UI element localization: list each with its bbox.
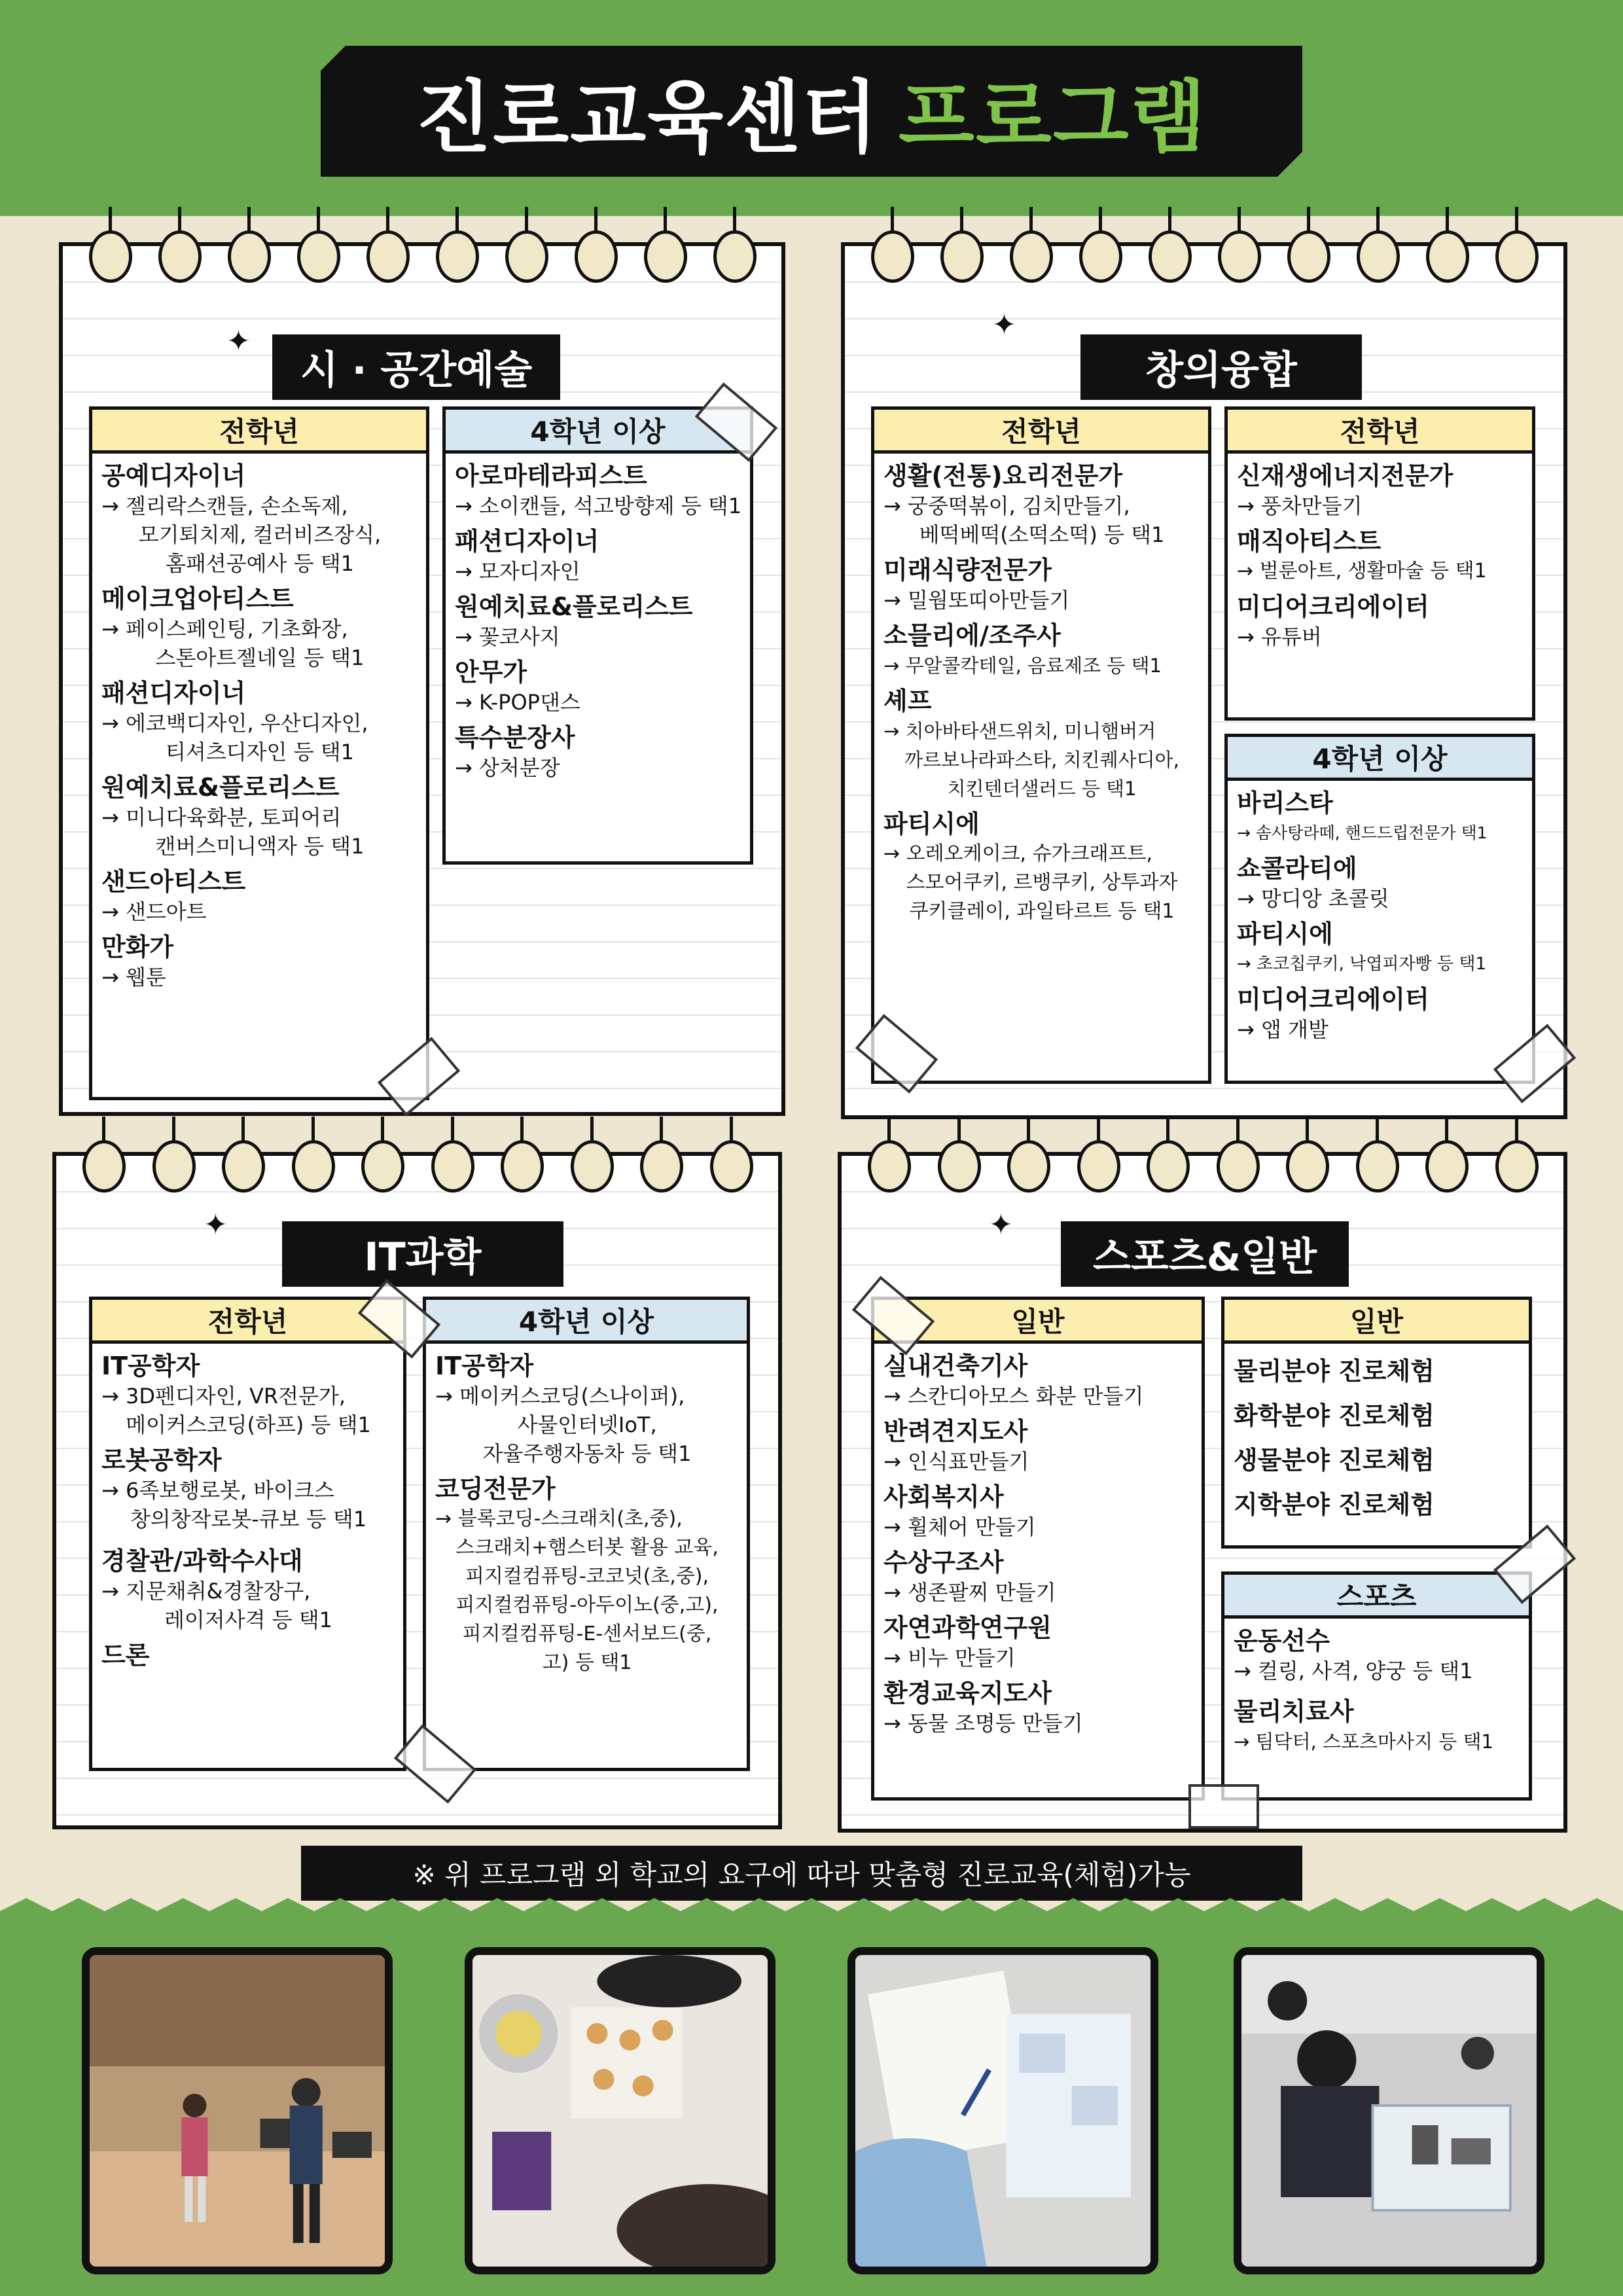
- binder-ring-icon: [644, 207, 686, 279]
- binder-ring-icon: [1425, 1117, 1467, 1189]
- column-art-4th: [442, 406, 753, 865]
- program-desc: → 소이캔들, 석고방향제 등 택1: [455, 493, 742, 518]
- column-sports-general: [871, 1297, 1205, 1801]
- binder-ring-icon: [1287, 207, 1329, 279]
- sparkle-icon: ✦: [992, 308, 1016, 342]
- program-desc: 피지컬컴퓨팅-코코넛(초,중),: [465, 1565, 709, 1588]
- program-title: 미디어크리에이터: [1237, 985, 1429, 1014]
- note-rings: [868, 1117, 1537, 1202]
- program-desc: 피지컬컴퓨팅-E-센서보드(중,: [462, 1623, 712, 1645]
- program-desc: → 샌드아트: [101, 899, 207, 924]
- program-desc: → 인식표만들기: [883, 1449, 1029, 1474]
- category-title-sports: 스포츠&일반: [1061, 1221, 1349, 1287]
- column-head: 4학년 이상: [426, 1300, 747, 1344]
- program-desc: 스톤아트젤네일 등 택1: [155, 645, 365, 670]
- column-head: 일반: [1224, 1300, 1529, 1344]
- program-desc: 까르보나라파스타, 치킨퀘사디아,: [904, 749, 1179, 771]
- column-it-4th: [423, 1297, 750, 1771]
- robot-building-photo: [1234, 1947, 1544, 2274]
- binder-ring-icon: [82, 1117, 124, 1189]
- program-desc: → 무알콜칵테일, 음료제조 등 택1: [883, 655, 1162, 677]
- program-title: 공예디자이너: [101, 461, 246, 490]
- program-desc: → 팀닥터, 스포츠마사지 등 택1: [1234, 1731, 1493, 1753]
- program-desc: → 젤리락스캔들, 손소독제,: [101, 493, 348, 518]
- binder-ring-icon: [871, 207, 913, 279]
- binder-ring-icon: [575, 207, 616, 279]
- binder-ring-icon: [1495, 207, 1537, 279]
- program-desc: 스모어쿠키, 르뱅쿠키, 상투과자: [906, 871, 1178, 894]
- program-desc: 스크래치+햄스터봇 활용 교육,: [455, 1536, 719, 1559]
- program-desc: 창의창작로봇-큐보 등 택1: [130, 1507, 367, 1532]
- program-desc: 모기퇴치제, 컬러비즈장식,: [138, 522, 382, 547]
- binder-ring-icon: [222, 1117, 264, 1189]
- program-desc: → 꽃코사지: [455, 624, 560, 649]
- binder-ring-icon: [1217, 1117, 1258, 1189]
- binder-ring-icon: [366, 207, 408, 279]
- binder-ring-icon: [158, 207, 200, 279]
- column-sports-sports: [1221, 1571, 1532, 1801]
- program-desc: 피지컬컴퓨팅-아두이노(중,고),: [455, 1594, 719, 1617]
- tape-decoration: [1188, 1784, 1259, 1829]
- program-title: 생물분야 진로체험: [1234, 1446, 1435, 1475]
- program-title: 원예치료&플로리스트: [455, 592, 693, 621]
- binder-ring-icon: [361, 1117, 403, 1189]
- program-title: 샌드아티스트: [101, 867, 246, 896]
- binder-ring-icon: [640, 1117, 682, 1189]
- program-desc: → 솜사탕라떼, 핸드드립전문가 택1: [1237, 823, 1488, 842]
- binder-ring-icon: [1426, 207, 1468, 279]
- program-title: 패션디자이너: [455, 527, 599, 556]
- program-desc: → 6족보행로봇, 바이크스: [101, 1478, 334, 1503]
- program-title: 셰프: [883, 687, 932, 715]
- binder-ring-icon: [297, 207, 339, 279]
- program-desc: → 미니다육화분, 토피어리: [101, 805, 342, 830]
- program-title: 소믈리에/조주사: [883, 621, 1061, 650]
- program-title: IT공학자: [101, 1352, 200, 1380]
- binder-ring-icon: [571, 1117, 613, 1189]
- binder-ring-icon: [1495, 1117, 1537, 1189]
- program-desc: 홈패션공예사 등 택1: [166, 551, 354, 576]
- program-desc: 캔버스미니액자 등 택1: [155, 834, 365, 859]
- program-title: 미디어크리에이터: [1237, 592, 1429, 621]
- program-desc: → 벌룬아트, 생활마술 등 택1: [1237, 560, 1487, 583]
- program-title: 운동선수: [1234, 1626, 1330, 1655]
- program-desc: → 풍차만들기: [1237, 493, 1363, 518]
- program-desc: → 앱 개발: [1237, 1017, 1329, 1042]
- program-title: 드론: [101, 1641, 150, 1670]
- program-desc: → 에코백디자인, 우산디자인,: [101, 711, 368, 736]
- column-head: 4학년 이상: [446, 410, 750, 454]
- program-desc: → 생존팔찌 만들기: [883, 1580, 1056, 1605]
- drawing-worksheet-photo: [847, 1947, 1158, 2274]
- binder-ring-icon: [89, 207, 131, 279]
- note-sports: [838, 1152, 1567, 1833]
- program-title: 경찰관/과학수사대: [101, 1547, 303, 1575]
- program-desc: 사물인터넷IoT,: [517, 1412, 657, 1437]
- binder-ring-icon: [431, 1117, 473, 1189]
- program-desc: → 오레오케이크, 슈가크래프트,: [883, 842, 1153, 865]
- column-it-all: [89, 1297, 406, 1771]
- note-it: [52, 1152, 782, 1829]
- program-desc: 쿠키클레이, 과일타르트 등 택1: [909, 900, 1175, 923]
- program-desc: → 밀웜또띠아만들기: [883, 588, 1070, 613]
- category-title-creative: 창의융합: [1080, 334, 1362, 400]
- column-head: 스포츠: [1224, 1575, 1529, 1619]
- binder-ring-icon: [228, 207, 270, 279]
- program-title: 생활(전통)요리전문가: [883, 461, 1123, 490]
- binder-ring-icon: [436, 207, 478, 279]
- column-head: 전학년: [92, 410, 426, 454]
- column-creative-4th: [1224, 734, 1535, 1084]
- program-desc: → 메이커스코딩(스나이퍼),: [435, 1384, 685, 1408]
- program-desc: 베떡베떡(소떡소떡) 등 택1: [919, 522, 1165, 547]
- program-title: 파티시에: [883, 810, 980, 838]
- program-desc: → 상처분장: [455, 755, 560, 780]
- program-title: 실내건축기사: [883, 1352, 1028, 1380]
- program-title: 파티시에: [1237, 920, 1333, 948]
- page-title-box: [321, 46, 1302, 177]
- program-desc: → 웹툰: [101, 965, 166, 990]
- program-title: 코딩전문가: [435, 1475, 556, 1503]
- program-desc: 고) 등 택1: [542, 1651, 632, 1674]
- program-desc: → 지문채취&경찰장구,: [101, 1579, 311, 1604]
- binder-ring-icon: [1079, 207, 1121, 279]
- program-desc: 치킨텐더샐러드 등 택1: [947, 778, 1137, 800]
- program-title: 화학분야 진로체험: [1234, 1401, 1435, 1430]
- program-title: 패션디자이너: [101, 679, 246, 708]
- cookie-baking-photo: [465, 1947, 776, 2274]
- column-sports-general-2: [1221, 1297, 1532, 1549]
- program-title: 수상구조사: [883, 1548, 1004, 1577]
- note-art: [59, 242, 785, 1116]
- program-desc: → 유튜버: [1237, 624, 1322, 649]
- program-title: 반려견지도사: [883, 1417, 1028, 1446]
- page-title-main: 진로교육센터: [416, 73, 879, 164]
- binder-ring-icon: [1149, 207, 1190, 279]
- program-title: 쇼콜라티에: [1237, 854, 1357, 883]
- program-title: 물리분야 진로체험: [1234, 1357, 1435, 1386]
- program-desc: 레이저사격 등 택1: [164, 1607, 333, 1632]
- program-title: 로봇공학자: [101, 1446, 222, 1475]
- note-creative: [841, 242, 1567, 1119]
- binder-ring-icon: [1286, 1117, 1328, 1189]
- binder-ring-icon: [940, 207, 982, 279]
- program-desc: → 궁중떡볶이, 김치만들기,: [883, 493, 1130, 518]
- column-head: 전학년: [1228, 410, 1532, 454]
- program-title: 바리스타: [1237, 789, 1333, 817]
- column-head: 4학년 이상: [1228, 737, 1532, 781]
- binder-ring-icon: [710, 1117, 752, 1189]
- program-desc: → K-POP댄스: [455, 690, 580, 715]
- footer-note: ※ 위 프로그램 외 학교의 요구에 따라 맞춤형 진로교육(체험)가능: [301, 1846, 1302, 1901]
- program-desc: → 컬링, 사격, 양궁 등 택1: [1234, 1659, 1473, 1683]
- program-desc: → 망디앙 초콜릿: [1237, 886, 1389, 911]
- program-title: 원예치료&플로리스트: [101, 773, 340, 802]
- program-title: 자연과학연구원: [883, 1613, 1052, 1642]
- column-art-all: [89, 406, 429, 1100]
- program-title: 사회복지사: [883, 1482, 1004, 1511]
- column-creative-all: [871, 406, 1211, 1084]
- binder-ring-icon: [292, 1117, 334, 1189]
- program-title: 물리치료사: [1234, 1697, 1354, 1726]
- program-title: 메이크업아티스트: [101, 584, 294, 613]
- program-desc: 티셔츠디자인 등 택1: [166, 740, 354, 764]
- program-title: 환경교육지도사: [883, 1679, 1052, 1708]
- binder-ring-icon: [1077, 1117, 1119, 1189]
- program-desc: → 블록코딩-스크래치(초,중),: [435, 1507, 683, 1530]
- binder-ring-icon: [1007, 1117, 1049, 1189]
- binder-ring-icon: [938, 1117, 980, 1189]
- program-title: 미래식량전문가: [883, 556, 1052, 584]
- binder-ring-icon: [1357, 207, 1399, 279]
- program-desc: → 스칸디아모스 화분 만들기: [883, 1384, 1144, 1408]
- binder-ring-icon: [868, 1117, 910, 1189]
- binder-ring-icon: [713, 207, 755, 279]
- binder-ring-icon: [1356, 1117, 1398, 1189]
- column-head: 일반: [874, 1300, 1202, 1344]
- shooting-practice-photo: [82, 1947, 393, 2274]
- program-title: IT공학자: [435, 1352, 534, 1380]
- program-desc: → 페이스페인팅, 기초화장,: [101, 617, 348, 641]
- program-desc: → 비누 만들기: [883, 1645, 1016, 1670]
- program-title: 만화가: [101, 933, 174, 961]
- note-rings: [82, 1117, 752, 1202]
- program-title: 지학분야 진로체험: [1234, 1490, 1435, 1519]
- program-desc: → 초코칩쿠키, 낙엽피자빵 등 택1: [1237, 954, 1487, 974]
- binder-ring-icon: [1218, 207, 1260, 279]
- binder-ring-icon: [152, 1117, 194, 1189]
- binder-ring-icon: [501, 1117, 543, 1189]
- note-rings: [89, 207, 755, 292]
- sparkle-icon: ✦: [204, 1208, 228, 1242]
- program-title: 매직아티스트: [1237, 527, 1382, 556]
- binder-ring-icon: [1010, 207, 1052, 279]
- category-title-art: 시 · 공간예술: [272, 334, 560, 400]
- program-desc: 메이커스코딩(하프) 등 택1: [126, 1412, 371, 1437]
- program-title: 특수분장사: [455, 723, 575, 752]
- sparkle-icon: ✦: [989, 1208, 1013, 1242]
- program-desc: → 모자디자인: [455, 559, 580, 584]
- program-desc: → 동물 조명등 만들기: [883, 1711, 1083, 1736]
- program-title: 신재생에너지전문가: [1237, 461, 1454, 490]
- column-head: 전학년: [92, 1300, 403, 1344]
- binder-ring-icon: [505, 207, 547, 279]
- page-title-accent: 프로그램: [898, 73, 1207, 164]
- program-title: 안무가: [455, 658, 527, 687]
- column-creative-all-2: [1224, 406, 1535, 721]
- sparkle-icon: ✦: [226, 325, 251, 358]
- program-desc: → 치아바타샌드위치, 미니햄버거: [883, 720, 1156, 742]
- program-desc: 자율주행자동차 등 택1: [482, 1441, 692, 1466]
- column-head: 전학년: [874, 410, 1208, 454]
- binder-ring-icon: [1147, 1117, 1188, 1189]
- program-title: 아로마테라피스트: [455, 461, 647, 490]
- program-desc: → 3D펜디자인, VR전문가,: [101, 1384, 346, 1408]
- program-desc: → 휠체어 만들기: [883, 1515, 1036, 1539]
- note-rings: [871, 207, 1537, 292]
- category-title-it: IT과학: [282, 1221, 563, 1287]
